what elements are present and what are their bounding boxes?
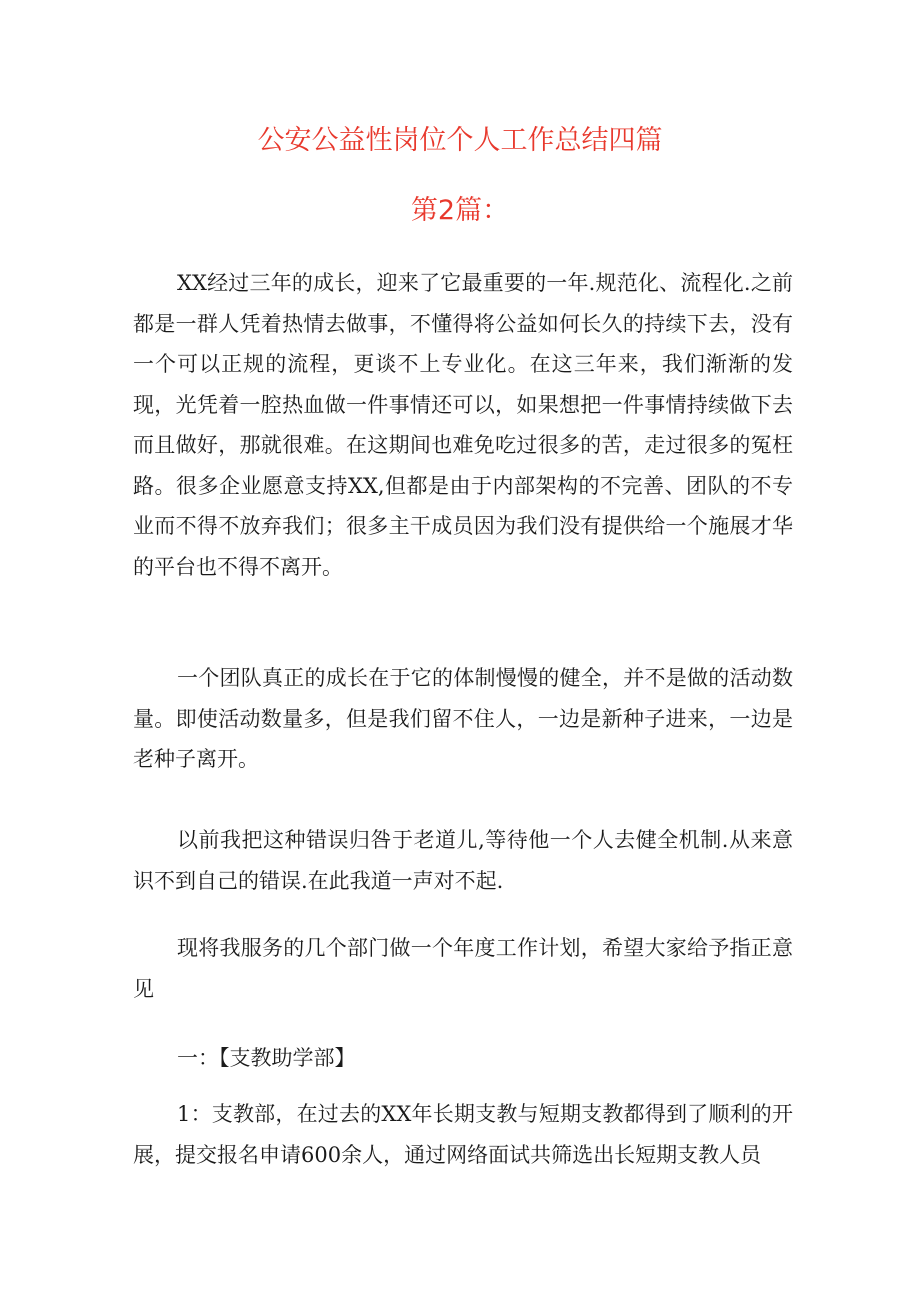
- paragraph-2: 一个团队真正的成长在于它的体制慢慢的健全，并不是做的活动数量。即使活动数量多，但是我们留不住人，一边是新种子进来，一边是老种子离开。: [133, 666, 793, 771]
- document-title: 公安公益性岗位个人工作总结四篇: [257, 125, 663, 156]
- paragraph-3: 以前我把这种错误归咎于老道儿,等待他一个人去健全机制.从来意识不到自己的错误.在此我道一声对不起.: [133, 828, 793, 893]
- paragraph-5: 1：支教部，在过去的XX年长期支教与短期支教都得到了顺利的开展，提交报名申请600余人，通过网络面试共筛选出长短期支教人员: [133, 1102, 793, 1167]
- paragraph-4: 现将我服务的几个部门做一个年度工作计划，希望大家给予指正意见: [133, 936, 793, 1001]
- document-subtitle: 第2篇：: [410, 195, 510, 226]
- section-heading: 一：【支教助学部】: [177, 1046, 356, 1070]
- paragraph-1: XX经过三年的成长，迎来了它最重要的一年.规范化、流程化.之前都是一群人凭着热情去做事，不懂得将公益如何长久的持续下去，没有一个可以正规的流程，更谈不上专业化。在这三年来，我们渐渐的发现，光凭着一腔热血做一件事情还可以，如果想把一件事情持续做下去而且做好，那就很难。在这期间也难免吃过很多的苦，走过很多的冤枉路。很多企业愿意支持XX,但都是由于内部架构的不完善、团队的不专业而不得不放弃我们；很多主干成员因为我们没有提供给一个施展才华的平台也不得不离开。: [133, 271, 793, 579]
